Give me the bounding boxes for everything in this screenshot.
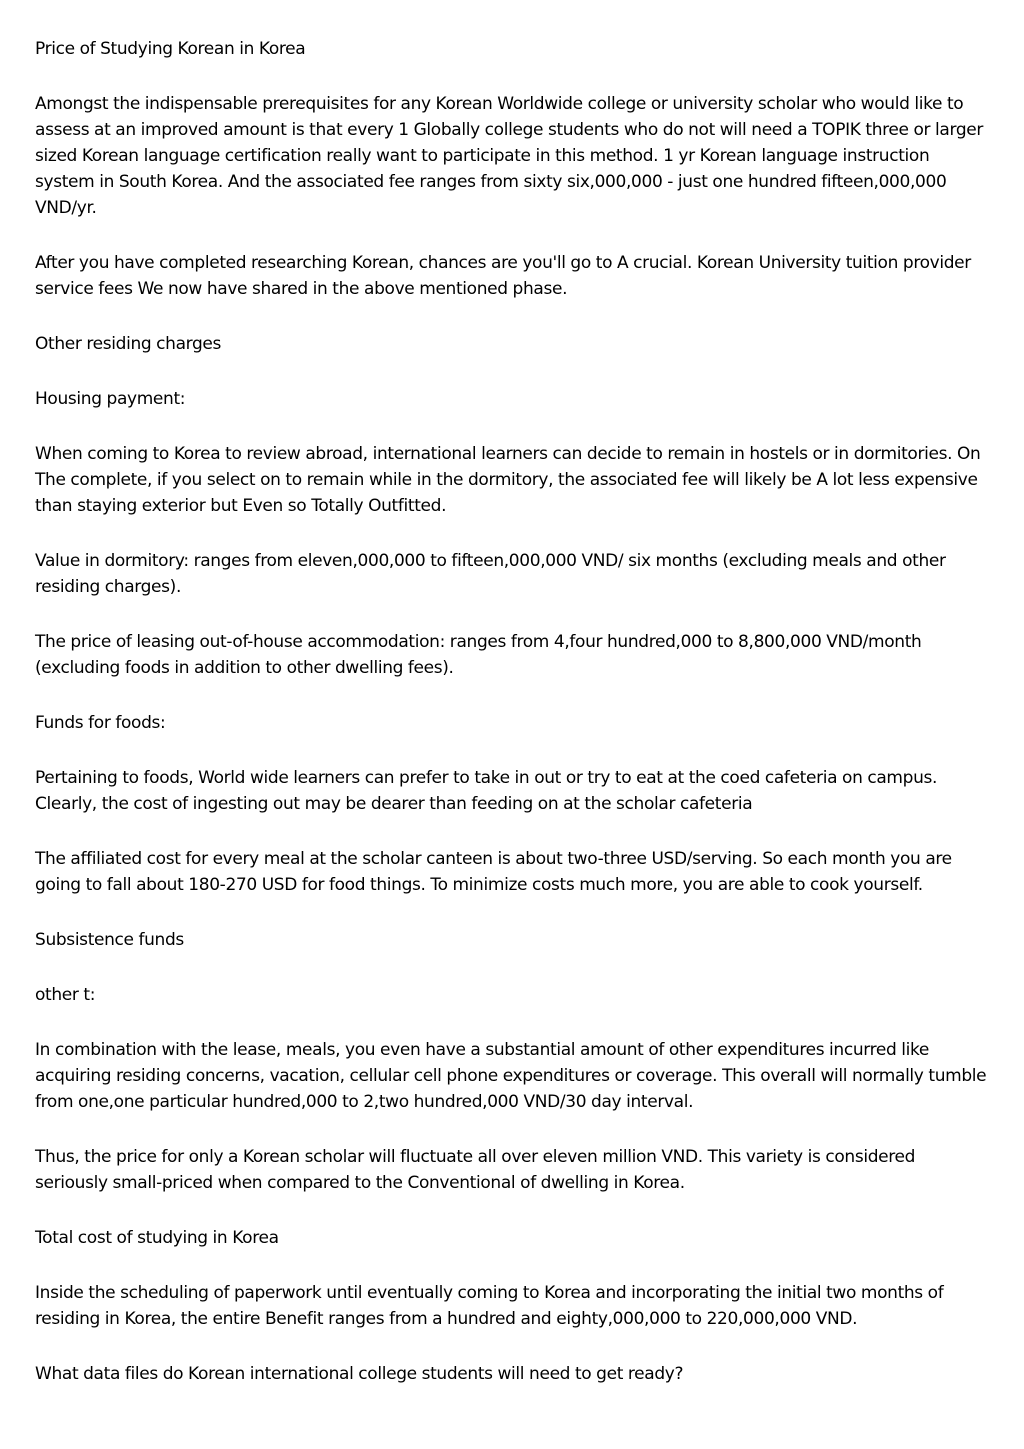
paragraph-canteen-cost: The affiliated cost for every meal at the scholar canteen is about two-three USD/serving. So each month you are going to fall about 180-270 USD for food things. To minimize costs much more, you are able to cook yourself.	[35, 849, 952, 895]
heading-funds-for-foods: Funds for foods:	[35, 713, 166, 733]
paragraph-dormitory-cost: Value in dormitory: ranges from eleven,000,000 to fifteen,000,000 VND/ six months (excluding meals and other residing charges).	[35, 551, 946, 597]
heading-housing-payment: Housing payment:	[35, 389, 186, 409]
heading-documents-question: What data files do Korean international college students will need to get ready?	[35, 1364, 684, 1384]
heading-other: other t:	[35, 985, 96, 1005]
heading-other-residing-charges: Other residing charges	[35, 334, 222, 354]
paragraph-hostels-dormitories: When coming to Korea to review abroad, international learners can decide to remain in hostels or in dormitories. On The complete, if you select on to remain while in the dormitory, the associated fee will likely be A lot less expensive than staying exterior but Even so Totally Outfitted.	[35, 444, 981, 516]
paragraph-total-cost-range: Inside the scheduling of paperwork until eventually coming to Korea and incorporating the initial two months of residing in Korea, the entire Benefit ranges from a hundred and eighty,000,000 to 220,000,000 VND.	[35, 1283, 944, 1329]
paragraph-other-expenditures: In combination with the lease, meals, you even have a substantial amount of other expenditures incurred like acquiring residing concerns, vacation, cellular cell phone expenditures or coverage. This overall will normally tumble from one,one particular hundred,000 to 2,two hundred,000 VND/30 day interval.	[35, 1040, 987, 1112]
paragraph-price-summary: Thus, the price for only a Korean scholar will fluctuate all over eleven million VND. This variety is considered seriously small-priced when compared to the Conventional of dwelling in Korea.	[35, 1147, 916, 1193]
paragraph-food-options: Pertaining to foods, World wide learners can prefer to take in out or try to eat at the coed cafeteria on campus. Clearly, the cost of ingesting out may be dearer than feeding on at the scholar cafeteria	[35, 768, 938, 814]
heading-subsistence-funds: Subsistence funds	[35, 930, 184, 950]
paragraph-korean-language-program: Amongst the indispensable prerequisites for any Korean Worldwide college or university scholar who would like to assess at an improved amount is that every 1 Globally college students who do not will need a TOPIK three or larger sized Korean language certification really want to participate in this method. 1 yr Korean language instruction system in South Korea. And the associated fee ranges from sixty six,000,000 - just one hundred fifteen,000,000 VND/yr.	[35, 94, 984, 218]
paragraph-out-of-house-cost: The price of leasing out-of-house accommodation: ranges from 4,four hundred,000 to 8,800,000 VND/month (excluding foods in addition to other dwelling fees).	[35, 632, 922, 678]
paragraph-after-studying-korean: After you have completed researching Korean, chances are you'll go to A crucial. Korean University tuition provider service fees We now have shared in the above mentioned phase.	[35, 253, 971, 299]
heading-total-cost: Total cost of studying in Korea	[35, 1228, 279, 1248]
document-title: Price of Studying Korean in Korea	[35, 39, 306, 59]
